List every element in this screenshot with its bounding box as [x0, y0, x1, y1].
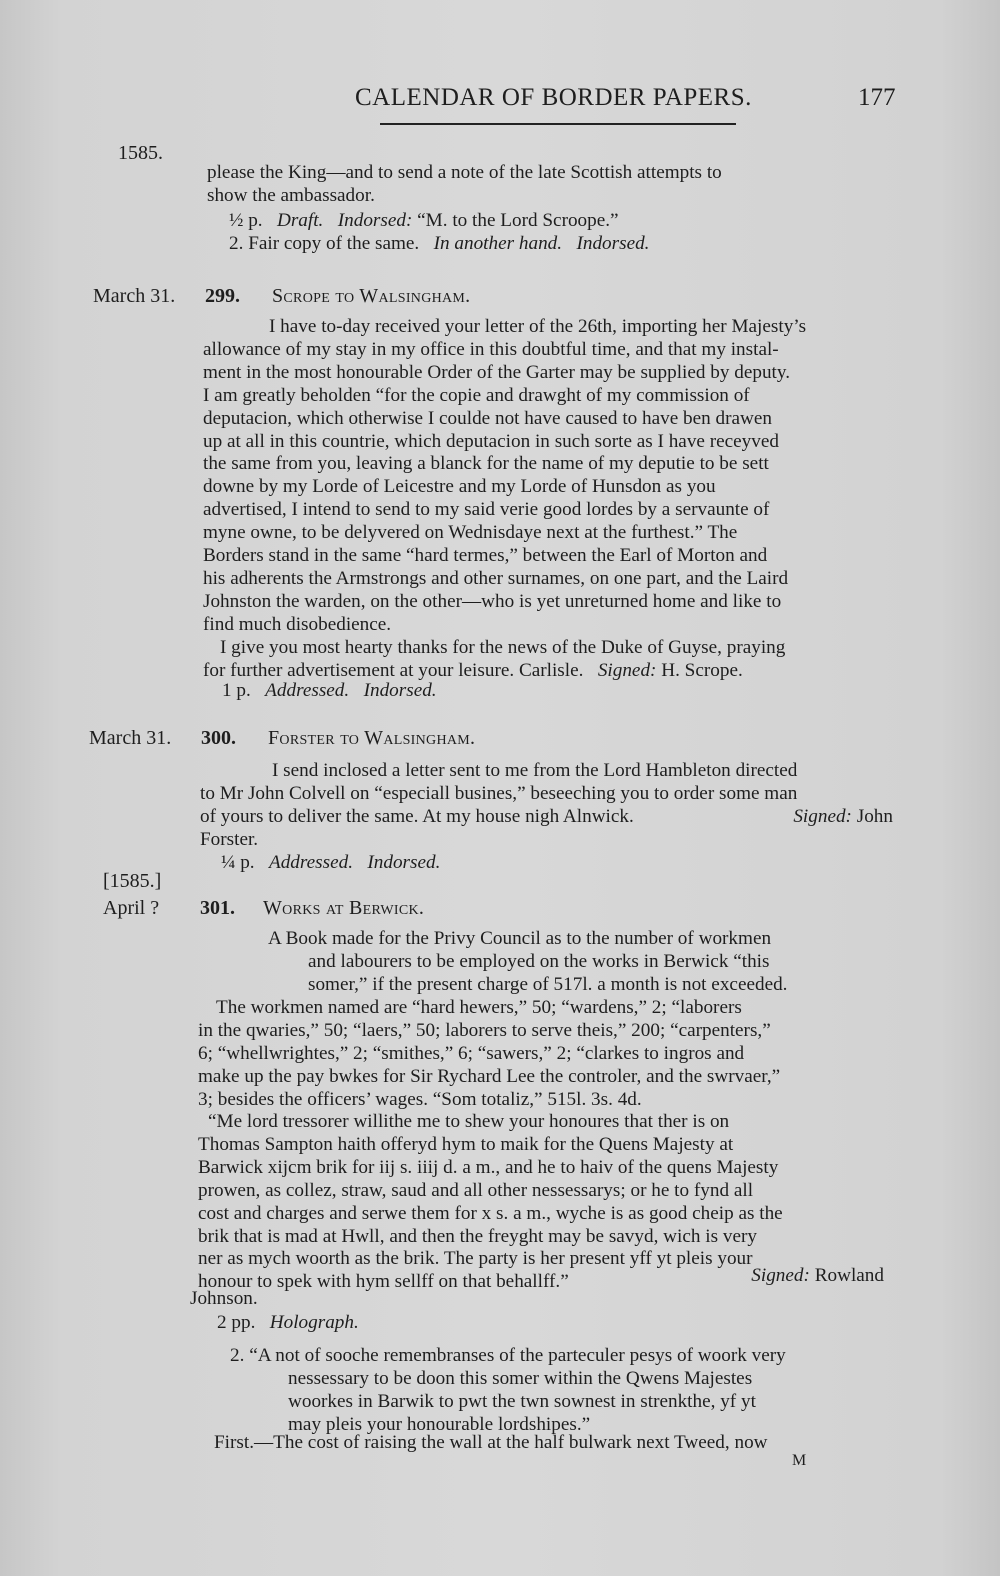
text-line: find much disobedience. — [203, 613, 392, 635]
note-addressed: Addressed. — [265, 680, 350, 701]
text-line: his adherents the Armstrongs and other surnames, on one part, and the Laird — [203, 567, 789, 589]
text-line: I give you most hearty thanks for the news of the Duke of Guyse, praying — [220, 637, 786, 658]
note-holograph: Holograph. — [269, 1312, 359, 1333]
page-number: 177 — [858, 84, 896, 111]
note-line — [222, 680, 437, 702]
margin-date: [1585.] — [103, 870, 162, 892]
signature-mark: M — [792, 1452, 807, 1469]
text-line: 3; besides the officers’ wages. “Som totaliz,” 515l. 3s. 4d. — [198, 1088, 642, 1110]
text-line: nessessary to be doon this somer within the Qwens Majestes — [288, 1367, 753, 1389]
signatory: John — [856, 806, 893, 827]
signed-label: Signed: — [793, 806, 852, 827]
text-line: Barwick xijcm brik for iij s. iiij d. a m., and he to haiv of the quens Majesty — [198, 1156, 779, 1178]
page-count: ½ p. — [229, 210, 263, 231]
text-line: First.—The cost of raising the wall at the half bulwark next Tweed, now — [214, 1432, 768, 1453]
text-line: of yours to deliver the same. At my house nigh Alnwick. — [200, 805, 634, 827]
text-line: ment in the most honourable Order of the Garter may be supplied by deputy. — [203, 361, 791, 383]
text-line: I have to-day received your letter of the 26th, importing her Majesty’s — [269, 316, 807, 337]
text-line: may pleis your honourable lordshipes.” — [288, 1413, 591, 1435]
text-line: advertised, I intend to send to my said verie good lordes by a servaunte of — [203, 499, 770, 521]
signature-line — [200, 806, 893, 829]
text-line: “Me lord tressorer willithe me to shew your honoures that ther is on — [208, 1111, 730, 1132]
entry-heading: Scrope to Walsingham. — [272, 285, 471, 307]
continuation-text — [207, 162, 900, 208]
entry-heading: Forster to Walsingham. — [268, 727, 476, 749]
signed-label: Signed: — [597, 659, 657, 681]
text-line: and labourers to be employed on the works in Berwick “this — [308, 950, 770, 972]
text-line: downe by my Lorde of Leicestre and my Lorde of Hunsdon as you — [203, 476, 716, 498]
text-line: Forster. — [200, 829, 259, 850]
text-line: Thomas Sampton haith offeryd hym to maik for the Quens Majesty at — [198, 1133, 734, 1155]
entry-paragraph — [198, 997, 891, 1112]
entry-number: 299. — [205, 285, 240, 307]
text-line: I send inclosed a letter sent to me from the Lord Hambleton directed — [272, 760, 798, 781]
margin-year: 1585. — [118, 142, 163, 164]
entry-heading: Works at Berwick. — [263, 897, 425, 919]
signed-label: Signed: — [751, 1265, 810, 1286]
page-count: ¼ p. — [221, 852, 255, 873]
text-line: up at all in this countrie, which deputacion in such sorte as I have receyved — [203, 430, 779, 452]
text-line: show the ambassador. — [207, 184, 375, 206]
running-title: CALENDAR OF BORDER PAPERS. — [355, 84, 752, 111]
text-span: for further advertisement at your leisure. Carlisle. — [203, 659, 584, 681]
entry-number: 301. — [200, 897, 235, 919]
note-line — [229, 210, 619, 232]
margin-date: March 31. — [89, 727, 172, 749]
text-line: prowen, as collez, straw, saud and all other nessessarys; or he to fynd all — [198, 1179, 754, 1201]
entry-paragraph — [203, 316, 895, 637]
note-indorsed: Indorsed: — [337, 210, 413, 231]
text-line: allowance of my stay in my office in this doubtful time, and that my instal- — [203, 338, 779, 360]
text-line: I am greatly beholden “for the copie and drawght of my commission of — [203, 384, 750, 406]
note-text: 2. Fair copy of the same. — [229, 233, 420, 254]
text-line: honour to spek with hym sellff on that behallff.” — [198, 1271, 569, 1293]
text-line: ner as mych woorth as the brik. The party is her present yff yt pleis your — [198, 1248, 753, 1270]
text-line: The workmen named are “hard hewers,” 50; “wardens,” 2; “laborers — [216, 997, 742, 1018]
text-line: Johnston the warden, on the other—who is yet unreturned home and like to — [203, 590, 782, 612]
note-text: “M. to the Lord Scroope.” — [417, 210, 619, 231]
note-indorsed: Indorsed. — [576, 233, 650, 254]
header-rule — [380, 123, 736, 125]
margin-date: April ? — [103, 897, 160, 919]
note-addressed: Addressed. — [268, 852, 353, 873]
text-line: 6; “whellwrightes,” 2; “smithes,” 6; “sawers,” 2; “clarkes to ingros and — [198, 1042, 745, 1064]
note-line — [217, 1312, 359, 1334]
text-line: Johnson. — [190, 1288, 258, 1309]
page-count: 1 p. — [222, 680, 251, 701]
margin-date: March 31. — [93, 285, 176, 307]
entry-summary — [268, 928, 891, 997]
text-line: deputacion, which otherwise I coulde not have caused to have ben drawen — [203, 407, 773, 429]
text-line: cost and charges and serwe them for x s. a m., wyche is as good cheip as the — [198, 1202, 783, 1224]
signature-line — [198, 1265, 884, 1288]
signatory: Rowland — [814, 1265, 884, 1286]
text-line: please the King—and to send a note of the late Scottish attempts to — [207, 162, 722, 183]
text-line: brik that is mad at Hwll, and then the freyght may be savyd, wich is very — [198, 1225, 757, 1247]
note-hand: In another hand. — [433, 233, 563, 254]
text-line: woorkes in Barwik to pwt the twn sownest in strenkthe, yf yt — [288, 1390, 756, 1412]
text-line: A Book made for the Privy Council as to the number of workmen — [268, 928, 772, 949]
text-line: myne owne, to be delyvered on Wednisdaye next at the furthest.” The — [203, 522, 738, 544]
note-draft: Draft. — [276, 210, 324, 231]
text-line: make up the pay bwkes for Sir Rychard Lee the controler, and the swrvaer,” — [198, 1065, 781, 1087]
entry-item — [230, 1345, 884, 1437]
text-line: to Mr John Colvell on “especiall busines,” beseeching you to order some man — [200, 782, 798, 804]
note-line — [221, 852, 440, 874]
text-line: 2. “A not of sooche remembranses of the parteculer pesys of woork very — [230, 1345, 786, 1366]
page-count: 2 pp. — [217, 1312, 256, 1333]
signatory: H. Scrope. — [661, 659, 743, 681]
text-line: Borders stand in the same “hard termes,” between the Earl of Morton and — [203, 545, 768, 567]
note-indorsed: Indorsed. — [367, 852, 441, 873]
entry-number: 300. — [201, 727, 236, 749]
entry-paragraph — [203, 637, 895, 683]
text-line: somer,” if the present charge of 517l. a month is not exceeded. — [308, 973, 788, 995]
text-line: the same from you, leaving a blanck for the name of my deputie to be sett — [203, 453, 769, 475]
note-indorsed: Indorsed. — [363, 680, 437, 701]
note-line — [229, 233, 649, 255]
text-line: in the qwaries,” 50; “laers,” 50; laborers to serve theis,” 200; “carpenters,” — [198, 1019, 771, 1041]
